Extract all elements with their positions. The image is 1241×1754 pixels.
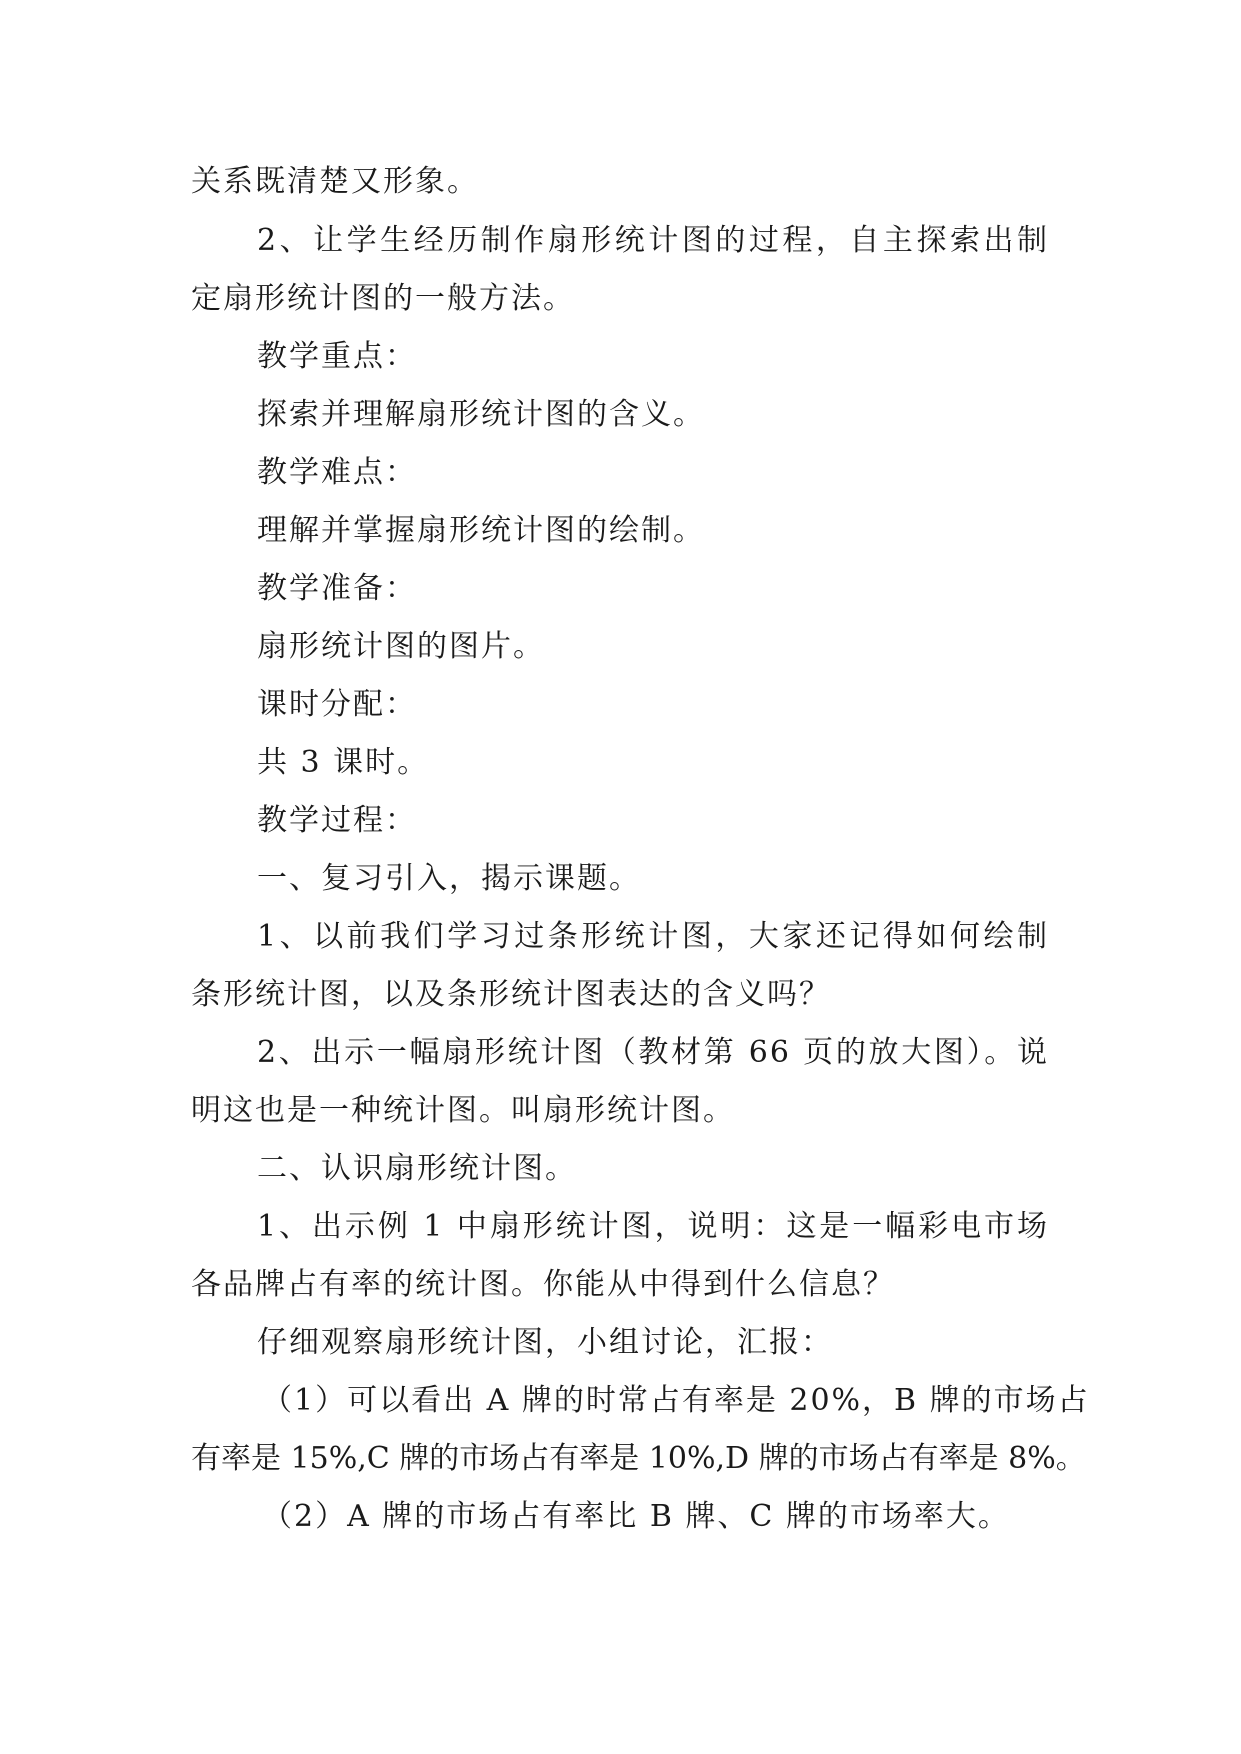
section-heading: 教学准备： [257,571,417,606]
paragraph-line: （2）A 牌的市场占有率比 B 牌、C 牌的市场率大。 [262,1499,1010,1534]
section-heading: 教学重点： [257,339,417,374]
section-heading: 教学难点： [257,455,417,490]
paragraph-line: 1、出示例 1 中扇形统计图，说明：这是一幅彩电市场 [257,1209,1049,1244]
paragraph-line: 二、认识扇形统计图。 [257,1151,577,1186]
paragraph-line: 1、以前我们学习过条形统计图，大家还记得如何绘制 [257,919,1049,954]
paragraph-line: 共 3 课时。 [257,745,430,780]
paragraph-line: 关系既清楚又形象。 [191,164,479,199]
paragraph-line: （1）可以看出 A 牌的时常占有率是 20%，B 牌的市场占 [262,1383,1090,1418]
paragraph-line: 探索并理解扇形统计图的含义。 [257,397,705,432]
paragraph-line: 2、让学生经历制作扇形统计图的过程，自主探索出制 [257,223,1049,258]
paragraph-line: 有率是 15%,C 牌的市场占有率是 10%,D 牌的市场占有率是 8%。 [191,1441,1086,1476]
paragraph-line: 明这也是一种统计图。叫扇形统计图。 [191,1093,735,1128]
section-heading: 教学过程： [257,803,417,838]
paragraph-line: 定扇形统计图的一般方法。 [191,281,575,316]
paragraph-line: 2、出示一幅扇形统计图（教材第 66 页的放大图）。说 [257,1035,1049,1070]
section-heading: 课时分配： [257,687,417,722]
paragraph-line: 一、复习引入，揭示课题。 [257,861,641,896]
paragraph-line: 各品牌占有率的统计图。你能从中得到什么信息？ [191,1267,895,1302]
paragraph-line: 仔细观察扇形统计图，小组讨论，汇报： [257,1325,833,1360]
paragraph-line: 扇形统计图的图片。 [257,629,545,664]
paragraph-line: 条形统计图，以及条形统计图表达的含义吗？ [191,977,831,1012]
paragraph-line: 理解并掌握扇形统计图的绘制。 [257,513,705,548]
